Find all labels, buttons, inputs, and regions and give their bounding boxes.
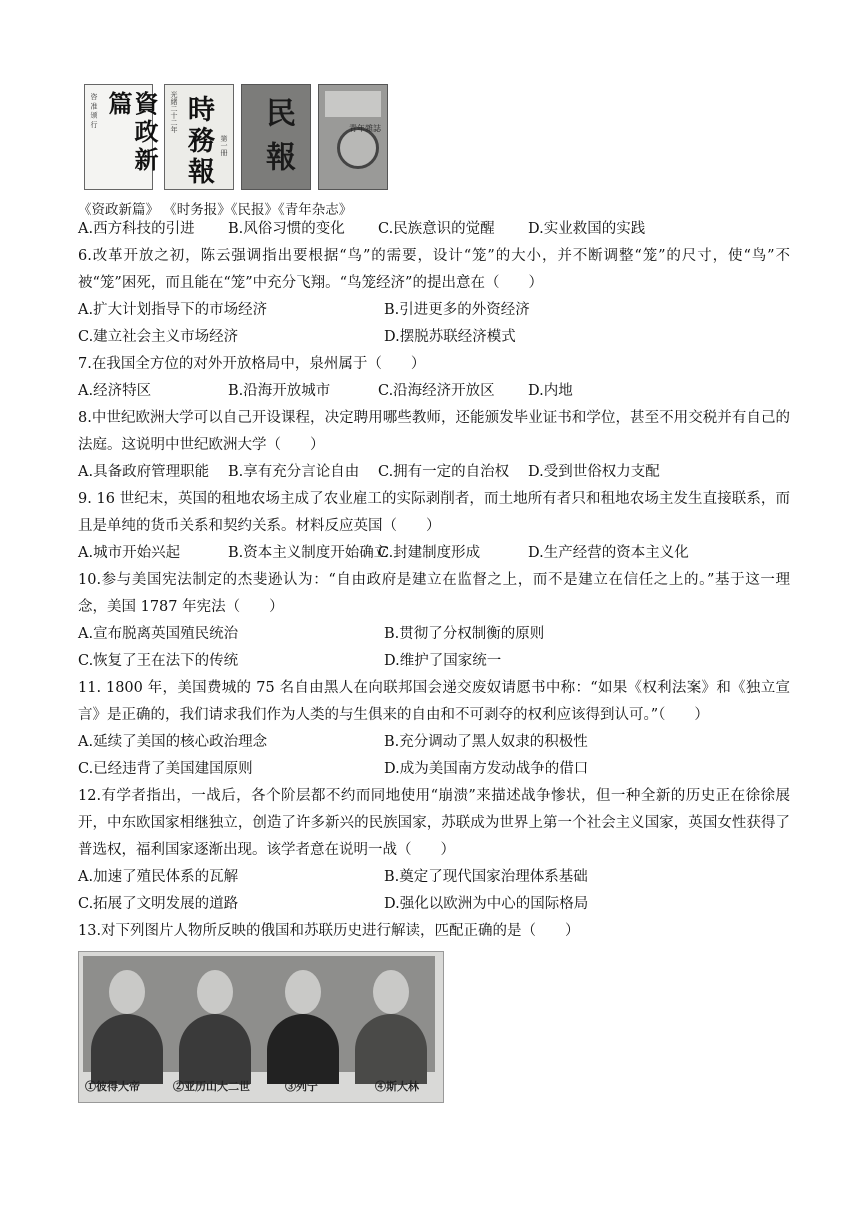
q13-stem: 13.对下列图片人物所反映的俄国和苏联历史进行解读，匹配正确的是（ ） [78,923,580,939]
q12-option-c[interactable]: C.拓展了文明发展的道路 [78,896,239,912]
q12-option-a[interactable]: A.加速了殖民体系的瓦解 [78,869,239,885]
q12-option-b[interactable]: B.奠定了现代国家治理体系基础 [384,869,588,885]
q8-option-b[interactable]: B.享有充分言论自由 [228,464,360,480]
portrait-label-2: ②亚历山大二世 [173,1080,250,1093]
q8-option-a[interactable]: A.具备政府管理职能 [78,464,210,480]
q11-option-c[interactable]: C.已经违背了美国建国原则 [78,761,253,777]
q6-option-d[interactable]: D.摆脱苏联经济模式 [384,329,516,345]
lenin-portrait [259,956,347,1072]
q9-option-b[interactable]: B.资本主义制度开始确立 [228,545,389,561]
shiwubao-cover: 光緒二十二年 第一冊 時務報 [164,84,234,190]
q5-options [78,216,790,243]
q12-stem: 12.有学者指出，一战后，各个阶层都不约而同地使用“崩溃”来描述战争惨状，但一种全新的历史正在徐徐展开，中东欧国家相继独立，创造了许多新兴的民族国家，苏联成为世界上第一个社会主义国家，英国女性获得了普选权，福利国家逐渐出现。该学者意在说明一战（ ） [78,788,790,858]
portrait-label-4: ④斯大林 [375,1080,419,1093]
q7-option-b[interactable]: B.沿海开放城市 [228,383,331,399]
q10-option-c[interactable]: C.恢复了王在法下的传统 [78,653,239,669]
q5-option-c[interactable]: C.民族意识的觉醒 [378,221,495,237]
q5-option-b[interactable]: B.风俗习惯的变化 [228,221,345,237]
q10-option-b[interactable]: B.贯彻了分权制衡的原则 [384,626,545,642]
q11-stem: 11. 1800 年，美国费城的 75 名自由黑人在向联邦国会递交废奴请愿书中称：“如果《权利法案》和《独立宣言》是正确的，我们请求我们作为人类的与生俱来的自由和不可剥夺的权利应该得到认可。”（ ） [78,680,790,723]
q10-stem: 10.参与美国宪法制定的杰斐逊认为：“自由政府是建立在监督之上，而不是建立在信任之上的。”基于这一理念，美国 1787 年宪法（ ） [78,572,790,615]
q9-option-a[interactable]: A.城市开始兴起 [78,545,181,561]
peter-the-great-portrait [83,956,171,1072]
q11-option-a[interactable]: A.延续了美国的核心政治理念 [78,734,268,750]
pic1-title: 資政新篇 [104,91,159,175]
q6-option-b[interactable]: B.引进更多的外资经济 [384,302,530,318]
q11-option-d[interactable]: D.成为美国南方发动战争的借口 [384,761,589,777]
exam-page [78,84,790,1103]
q8-option-d[interactable]: D.受到世俗权力支配 [528,464,660,480]
q9-option-c[interactable]: C.封建制度形成 [378,545,481,561]
image-caption: 《资政新篇》 《时务报》《民报》《青年杂志》 [78,202,353,218]
q11-option-b[interactable]: B.充分调动了黑人奴隶的积极性 [384,734,588,750]
q7-option-a[interactable]: A.经济特区 [78,383,152,399]
pic2-title: 時務報 [183,95,214,188]
q7-stem: 7.在我国全方位的对外开放格局中，泉州属于（ ） [78,356,426,372]
minbao-cover [241,84,311,190]
portrait-label-1: ①彼得大帝 [85,1080,140,1093]
qingnian-zazhi-cover: 青年雜誌 [318,84,388,190]
q6-option-c[interactable]: C.建立社会主义市场经济 [78,329,239,345]
portrait-label-3: ③列宁 [285,1080,318,1093]
q8-option-c[interactable]: C.拥有一定的自治权 [378,464,510,480]
q5-option-d[interactable]: D.实业救国的实践 [528,221,646,237]
q10-option-d[interactable]: D.维护了国家统一 [384,653,502,669]
q7-option-d[interactable]: D.内地 [528,383,573,399]
q6-stem: 6.改革开放之初，陈云强调指出要根据“鸟”的需要，设计“笼”的大小，并不断调整“笼”的尺寸，使“鸟”不被“笼”困死，而且能在“笼”中充分飞翔。“鸟笼经济”的提出意在（ ） [78,248,790,291]
alexander-ii-portrait [171,956,259,1072]
stalin-portrait [347,956,435,1072]
zizheng-xinpian-cover: 咨 准 颁 行 資政新篇 [84,84,153,190]
q8-stem: 8.中世纪欧洲大学可以自己开设课程，决定聘用哪些教师，还能颁发毕业证书和学位，甚至不用交税并有自己的法庭。这说明中世纪欧洲大学（ ） [78,410,790,453]
q10-option-a[interactable]: A.宣布脱离英国殖民统治 [78,626,239,642]
q6-option-a[interactable]: A.扩大计划指导下的市场经济 [78,302,268,318]
portraits-image [78,951,444,1103]
newspaper-images [78,84,790,192]
q9-option-d[interactable]: D.生产经营的资本主义化 [528,545,689,561]
q12-option-d[interactable]: D.强化以欧洲为中心的国际格局 [384,896,589,912]
pic3-title: 民報 [260,97,295,185]
q7-option-c[interactable]: C.沿海经济开放区 [378,383,495,399]
q9-stem: 9. 16 世纪末，英国的租地农场主成了农业雇工的实际剥削者，而土地所有者只和租地农场主发生直接联系，而且是单纯的货币关系和契约关系。材料反应英国（ ） [78,491,790,534]
q5-option-a[interactable]: A.西方科技的引进 [78,221,195,237]
